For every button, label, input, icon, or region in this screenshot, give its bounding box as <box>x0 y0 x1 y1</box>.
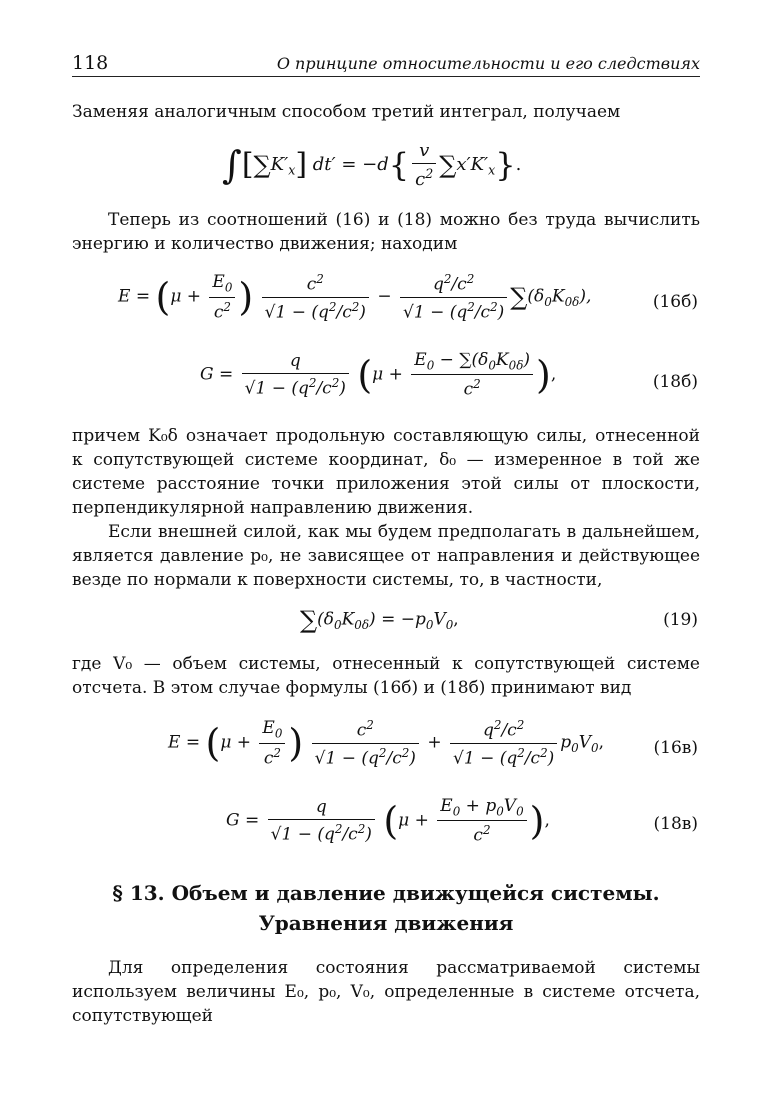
section-heading-line-2: Уравнения движения <box>258 911 514 935</box>
paragraph-5: где V₀ — объем системы, отнесенный к сопутствующей системе отсчета. В этом случае формулы (16б) и (18б) принимают вид <box>72 654 700 698</box>
page-number: 118 <box>72 52 109 74</box>
section-heading-line-1: § 13. Объем и давление движущейся системы. <box>112 881 660 905</box>
equation-number-19: (19) <box>663 610 698 630</box>
paragraph-2: Теперь из соотношений (16) и (18) можно без труда вычислить энергию и количество движения; находим <box>72 210 700 254</box>
equation-number-16b: (16б) <box>652 292 698 312</box>
equation-integral: $\int[\sum K'_x] dt' = -d${ $\frac{v}{c^2}$ $\sum x'K'_x$}. <box>222 140 522 190</box>
equation-16v: E = (μ + $\frac{E_0}{c^2}$ ) $\frac{c^2}{√1 - (q^2/c^2)}$ + $\frac{q^2/c^2}{√1 - (q^2/c^2)}$ $p_0V_0$, <box>168 718 605 769</box>
equation-number-18b: (18б) <box>652 372 698 392</box>
equation-16b: E = (μ + $\frac{E_0}{c^2}$ ) $\frac{c^2}{√1 - (q^2/c^2)}$ − $\frac{q^2/c^2}{√1 - (q^2/c^2)}$ $\sum(\delta_0K_{0\delta})$, <box>118 272 592 323</box>
equation-18b: G = $\frac{q}{√1 - (q^2/c^2)}$ (μ + $\frac{E_0 - \sum(\delta_0K_{0\delta})}{c^2}$ ), <box>200 350 557 401</box>
paragraph-4: Если внешней силой, как мы будем предполагать в дальнейшем, является давление p₀, не зависящее от направления и действующее везде по нормали к поверхности системы, то, в частности, <box>72 522 700 590</box>
equation-18v: G = $\frac{q}{√1 - (q^2/c^2)}$ (μ + $\frac{E_0 + p_0V_0}{c^2}$ ), <box>226 796 550 847</box>
paragraph-6: Для определения состояния рассматриваемой системы используем величины E₀, p₀, V₀, определенные в системе отсчета, сопутствующей <box>72 958 700 1026</box>
section-heading <box>72 878 700 938</box>
running-title: О принципе относительности и его следствиях <box>276 54 700 73</box>
page-header <box>72 52 700 77</box>
equation-number-16v: (16в) <box>653 738 698 758</box>
equation-19: $\sum(\delta_0K_{0\delta}) = -p_0V_0$, <box>300 606 459 634</box>
paragraph-3: причем K₀δ означает продольную составляющую силы, отнесенной к сопутствующей системе координат, δ₀ — измеренное в той же системе расстояние точки приложения этой силы от плоскости, перпендикулярной направлению движения. <box>72 426 700 518</box>
equation-number-18v: (18в) <box>653 814 698 834</box>
paragraph-1: Заменяя аналогичным способом третий интеграл, получаем <box>72 102 621 122</box>
